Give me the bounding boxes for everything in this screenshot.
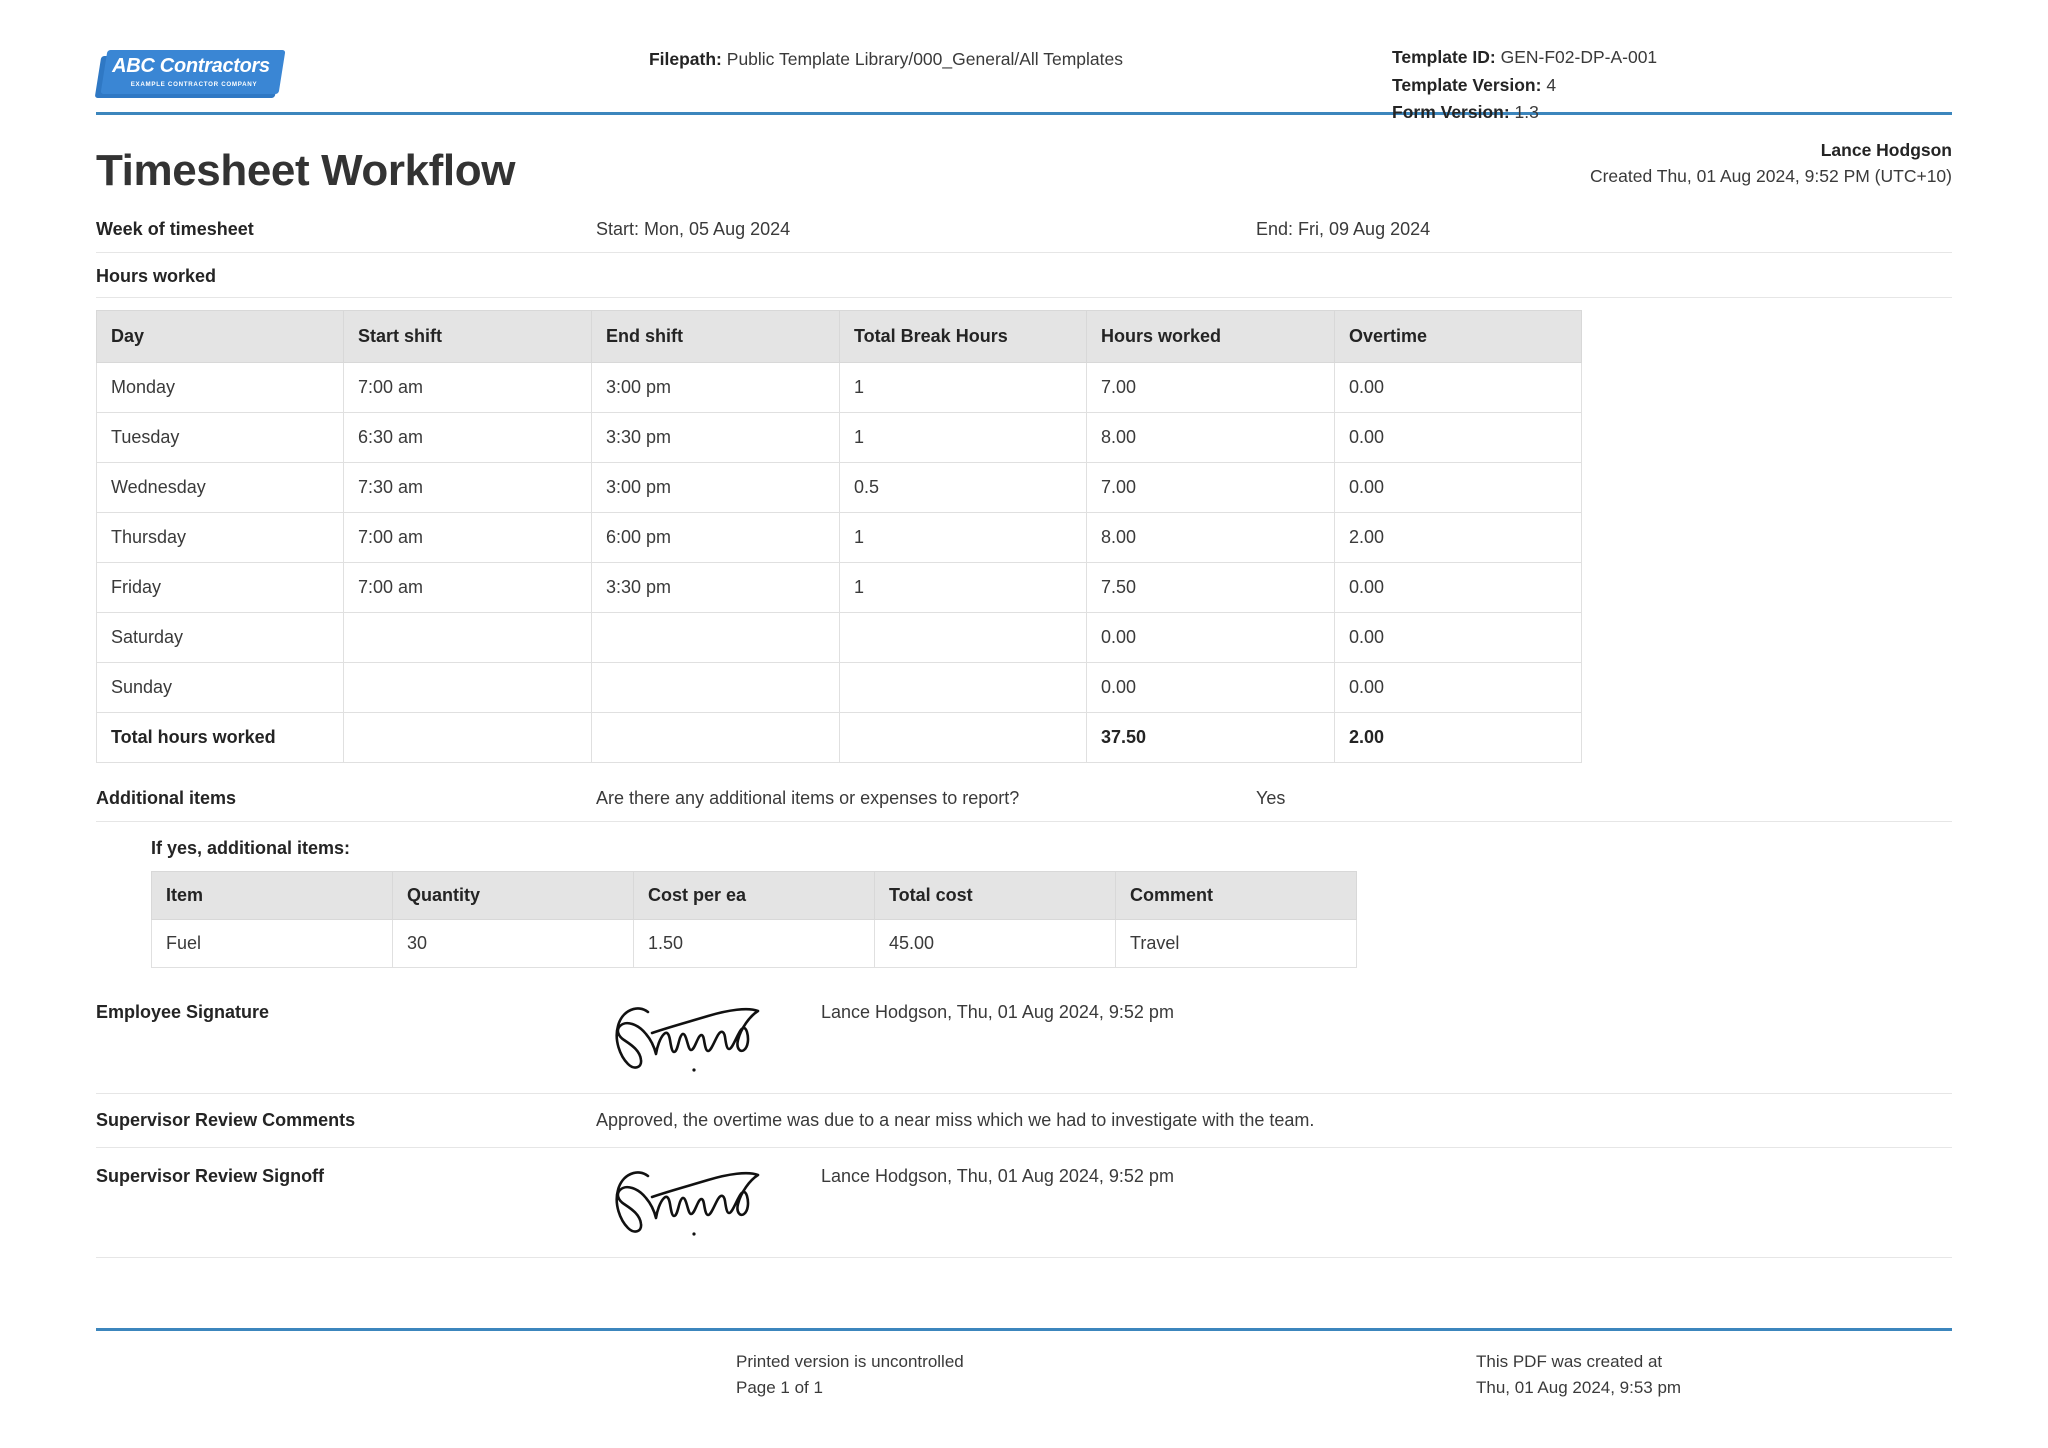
template-id-value: GEN-F02-DP-A-001 [1500,47,1658,67]
cell-overtime: 0.00 [1335,362,1582,412]
cell-end: 3:30 pm [592,412,840,462]
cell-hours: 7.50 [1087,562,1335,612]
footer-left-block [96,1349,1376,1400]
cell-hours: 0.00 [1087,612,1335,662]
col-header-item: Item [152,871,393,919]
cell-break: 1 [840,412,1087,462]
form-version-label: Form Version: [1392,102,1510,123]
footer-created-label: This PDF was created at [1476,1352,1663,1371]
employee-signature-label: Employee Signature [96,1001,270,1022]
cell-break [840,612,1087,662]
cell-total-overtime: 2.00 [1335,712,1582,762]
document-footer [96,1328,1952,1400]
footer-created-timestamp: Thu, 01 Aug 2024, 9:53 pm [1476,1377,1682,1397]
cell-end: 3:00 pm [592,362,840,412]
created-block [1590,137,1952,196]
cell-start [344,662,592,712]
footer-uncontrolled-text: Printed version is uncontrolled [736,1352,964,1371]
cell-total-label: Total hours worked [97,712,344,762]
company-logo [96,26,396,98]
table-row [97,662,1582,712]
cell-start [344,612,592,662]
cell-start: 7:00 am [344,562,592,612]
cell-overtime: 0.00 [1335,662,1582,712]
cell-break: 0.5 [840,462,1087,512]
document-header [96,0,1952,123]
cell-total-start [344,712,592,762]
cell-overtime: 0.00 [1335,612,1582,662]
table-total-row [97,712,1582,762]
cell-break: 1 [840,562,1087,612]
table-row [97,512,1582,562]
cell-end [592,612,840,662]
template-version-row [1392,72,1952,100]
cell-day: Wednesday [97,462,344,512]
cell-day: Tuesday [97,412,344,462]
cell-break: 1 [840,362,1087,412]
cell-hours: 7.00 [1087,462,1335,512]
cell-hours: 8.00 [1087,512,1335,562]
filepath-block [396,26,1376,72]
template-version-label: Template Version: [1392,74,1542,95]
table-row [97,612,1582,662]
cell-day: Sunday [97,662,344,712]
cell-item: Fuel [152,919,393,967]
form-version-row [1392,99,1952,127]
week-start: Start: Mon, 05 Aug 2024 [596,218,791,239]
filepath-label: Filepath: [648,49,722,69]
cell-break: 1 [840,512,1087,562]
cell-total-break [840,712,1087,762]
cell-total-end [592,712,840,762]
cell-day: Thursday [97,512,344,562]
created-timestamp: Created Thu, 01 Aug 2024, 9:52 PM (UTC+10) [1589,166,1952,187]
footer-page-number: Page 1 of 1 [736,1377,823,1397]
supervisor-comments-label: Supervisor Review Comments [96,1109,356,1130]
cell-quantity: 30 [393,919,634,967]
cell-total-hours: 37.50 [1087,712,1335,762]
col-header-day: Day [97,310,344,362]
week-of-timesheet-row [96,206,1952,253]
additional-items-answer: Yes [1256,787,1286,808]
additional-items-detail [96,822,1952,968]
col-header-comment: Comment [1116,871,1357,919]
cell-cost-per-ea: 1.50 [634,919,875,967]
cell-day: Saturday [97,612,344,662]
cell-overtime: 2.00 [1335,512,1582,562]
col-header-break: Total Break Hours [840,310,1087,362]
form-version-value: 1.3 [1514,102,1539,123]
cell-start: 7:00 am [344,512,592,562]
footer-right-block [1376,1349,1952,1400]
col-header-overtime: Overtime [1335,310,1582,362]
cell-total-cost: 45.00 [875,919,1116,967]
logo-company-name: ABC Contractors [112,55,270,77]
additional-items-sub-title: If yes, additional items: [151,837,351,858]
signature-mark-icon [596,1000,813,1083]
cell-end: 3:30 pm [592,562,840,612]
table-header-row [97,310,1582,362]
employee-signature-meta: Lance Hodgson, Thu, 01 Aug 2024, 9:52 pm [821,1001,1174,1022]
additional-items-question: Are there any additional items or expenses to report? [596,787,1020,808]
table-row [97,562,1582,612]
employee-signature-row [96,984,1952,1094]
cell-hours: 0.00 [1087,662,1335,712]
hours-worked-table [96,310,1582,763]
cell-overtime: 0.00 [1335,462,1582,512]
table-row [97,462,1582,512]
cell-start: 7:00 am [344,362,592,412]
cell-comment: Travel [1116,919,1357,967]
template-version-value: 4 [1546,74,1557,95]
supervisor-signoff-meta: Lance Hodgson, Thu, 01 Aug 2024, 9:52 pm [821,1165,1174,1186]
page-title: Timesheet Workflow [96,146,516,196]
supervisor-signoff-row [96,1148,1952,1258]
col-header-end: End shift [592,310,840,362]
table-header-row [152,871,1357,919]
cell-day: Friday [97,562,344,612]
template-meta-block [1376,26,1952,127]
col-header-total-cost: Total cost [875,871,1116,919]
title-section [96,115,1952,206]
cell-end: 3:00 pm [592,462,840,512]
signature-mark-icon [596,1164,813,1247]
col-header-hours: Hours worked [1087,310,1335,362]
template-id-label: Template ID: [1392,47,1496,67]
col-header-cost-per-ea: Cost per ea [634,871,875,919]
table-row [152,919,1357,967]
col-header-start: Start shift [344,310,592,362]
supervisor-review-comments-row [96,1094,1952,1148]
hours-worked-section-label: Hours worked [96,253,1952,298]
author-name: Lance Hodgson [1820,140,1952,160]
cell-hours: 7.00 [1087,362,1335,412]
col-header-quantity: Quantity [393,871,634,919]
additional-items-table [151,871,1357,968]
table-row [97,362,1582,412]
cell-start: 7:30 am [344,462,592,512]
week-label: Week of timesheet [96,218,254,239]
cell-start: 6:30 am [344,412,592,462]
logo-tagline: EXAMPLE CONTRACTOR COMPANY [130,81,258,88]
cell-day: Monday [97,362,344,412]
cell-hours: 8.00 [1087,412,1335,462]
template-id-row [1392,44,1952,72]
supervisor-signoff-label: Supervisor Review Signoff [96,1165,325,1186]
additional-items-row [96,775,1952,822]
cell-overtime: 0.00 [1335,562,1582,612]
cell-overtime: 0.00 [1335,412,1582,462]
filepath-value: Public Template Library/000_General/All Templates [726,49,1124,69]
cell-break [840,662,1087,712]
week-end: End: Fri, 09 Aug 2024 [1256,218,1431,239]
table-row [97,412,1582,462]
additional-items-label: Additional items [96,787,237,808]
cell-end: 6:00 pm [592,512,840,562]
cell-end [592,662,840,712]
supervisor-comments-text: Approved, the overtime was due to a near miss which we had to investigate with the team. [596,1109,1315,1130]
